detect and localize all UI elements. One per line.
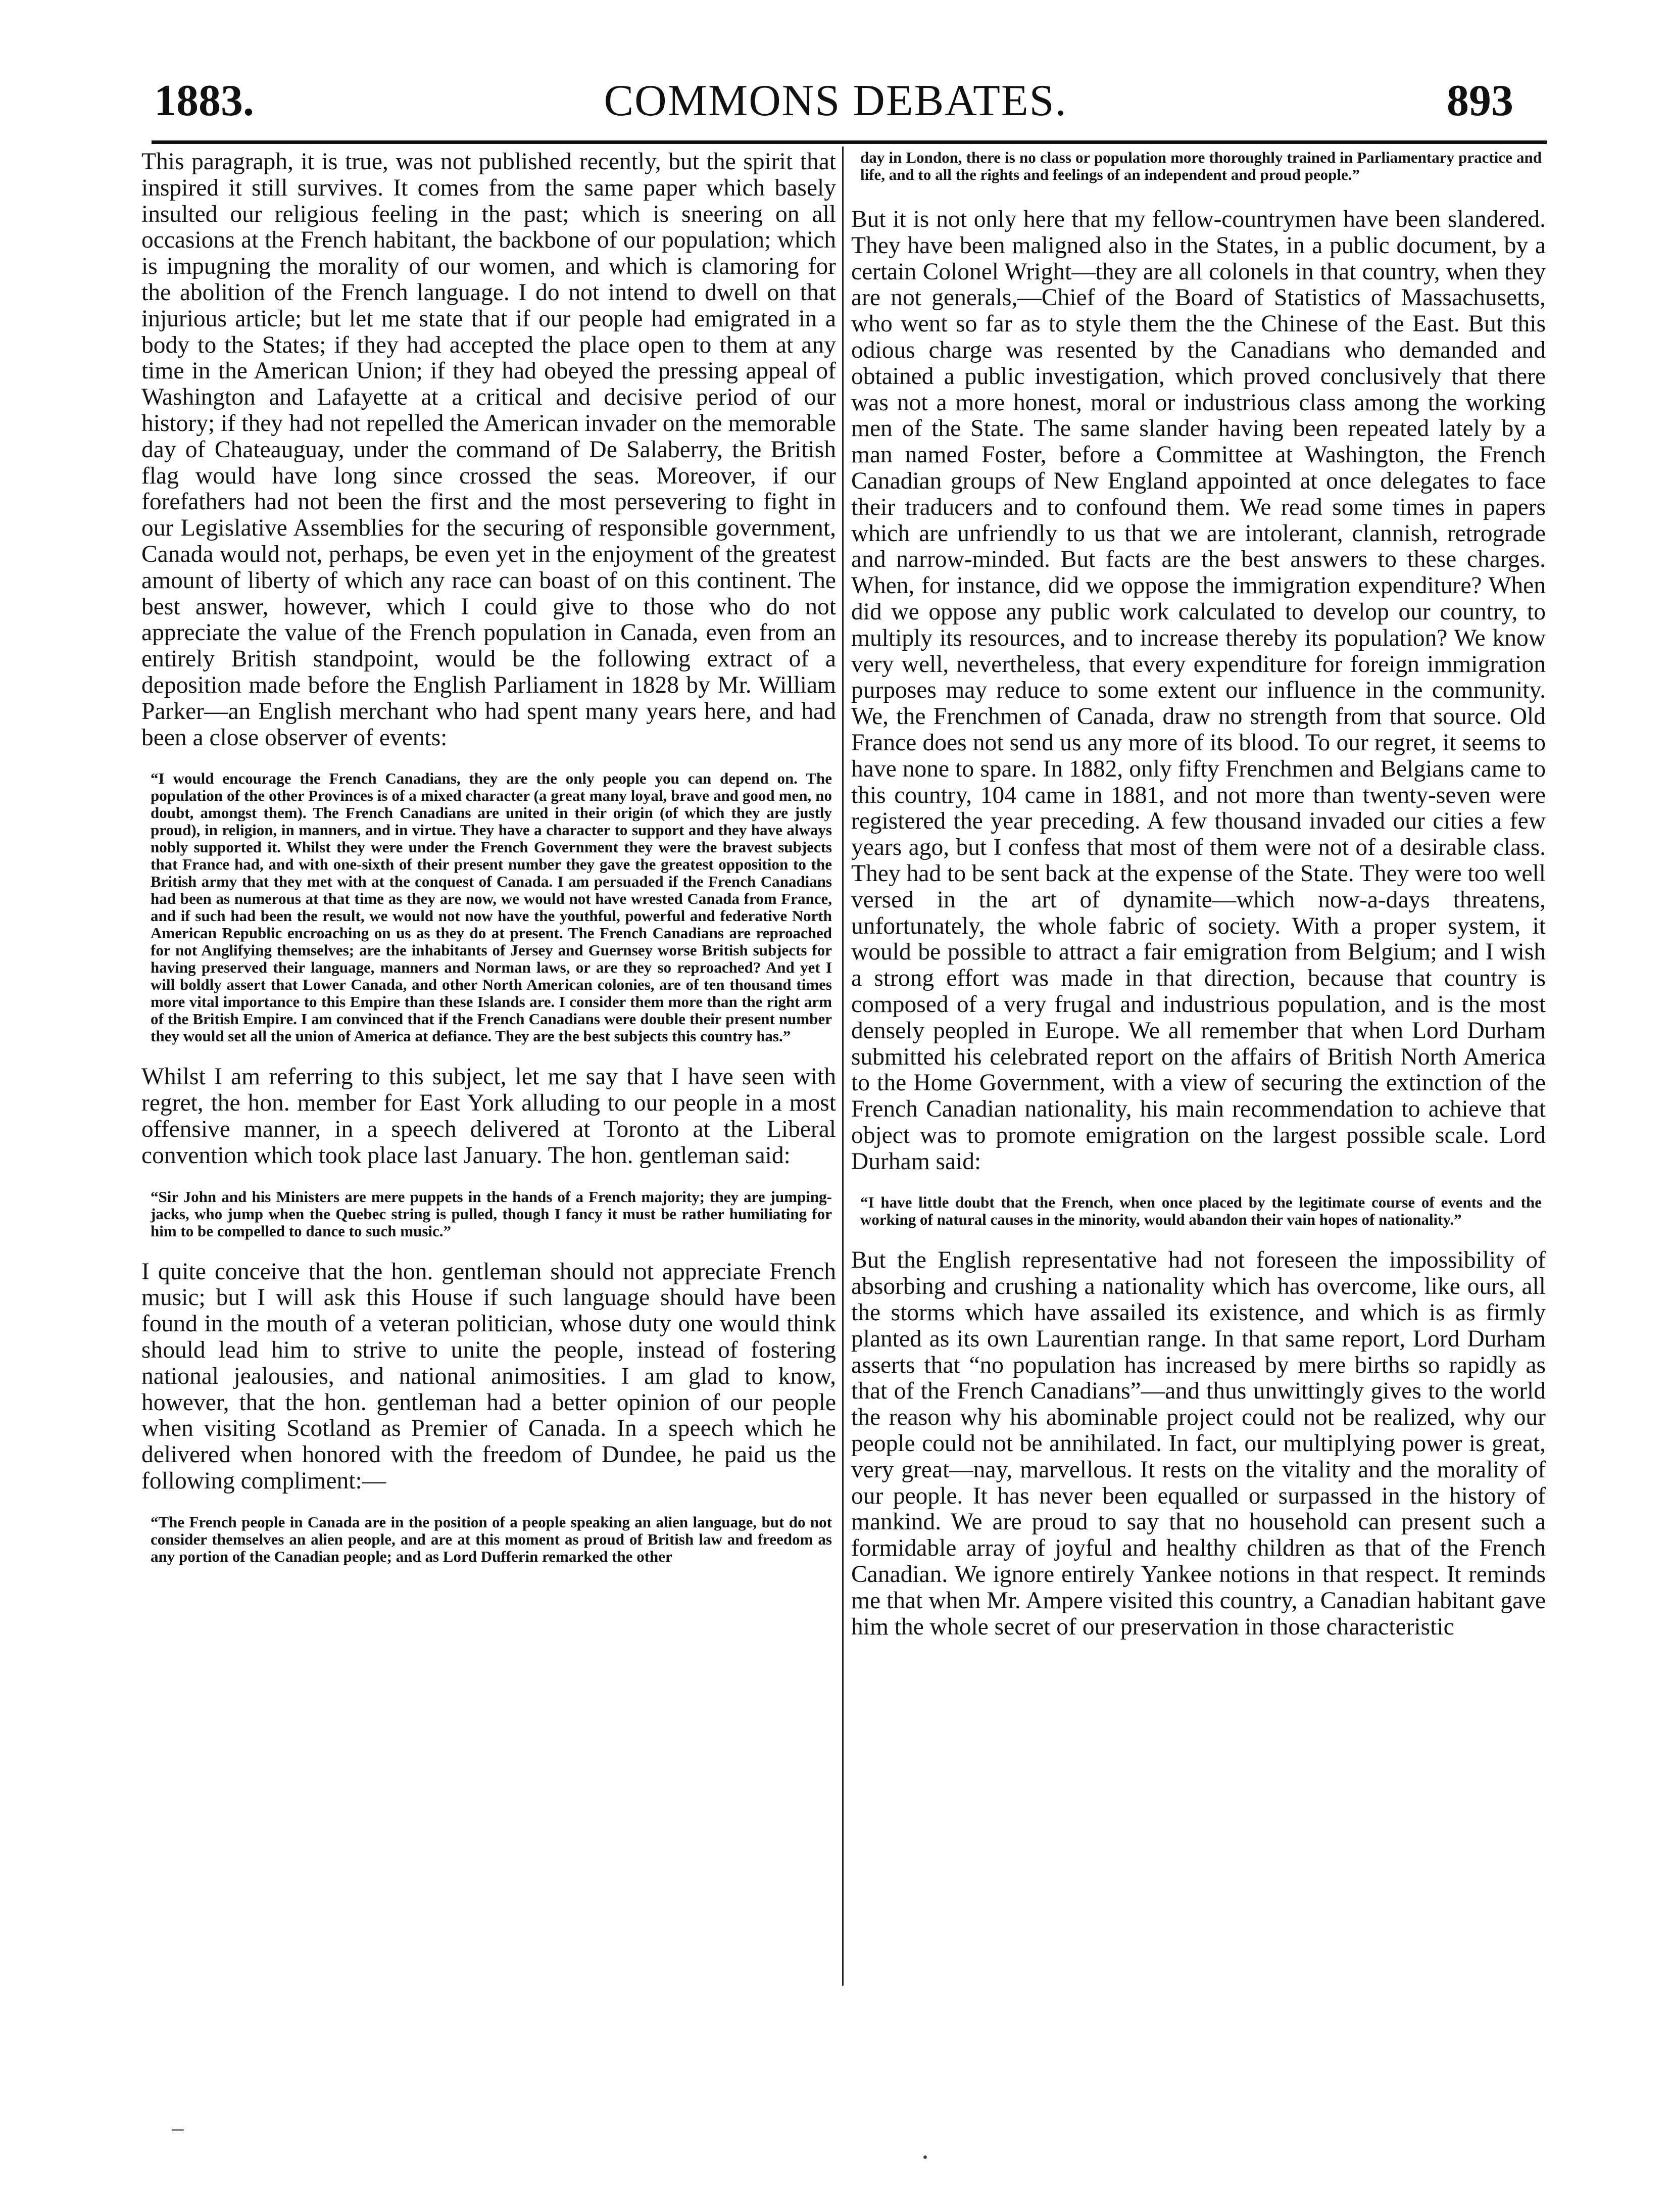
block-quote: “The French people in Canada are in the position of a people speaking an alien language, but do not consider themselves an alien people, and are at this moment as proud of British law and freedom as any portion of the Canadian people; and as Lord Dufferin remarked the other	[151, 1513, 832, 1565]
paragraph: Whilst I am referring to this subject, let me say that I have seen with regret, the hon. member for East York alluding to our people in a most offensive manner, in a speech delivered at Toronto at the Liberal convention which took place last January. The hon. gentleman said:	[141, 1064, 836, 1169]
paragraph: This paragraph, it is true, was not published recently, but the spirit that inspired it still survives. It comes from the same paper which basely insulted our religious feeling in the past; which is sneering on all occasions at the French habitant, the backbone of our population; which is impugning the morality of our women, and which is clamoring for the abolition of the French language. I do not intend to dwell on that injurious article; but let me state that if our people had emigrated in a body to the States; if they had accepted the place open to them at any time in the American Union; if they had obeyed the pressing appeal of Washington and Lafayette at a critical and decisive period of our history; if they had not repelled the American invader on the memorable day of Chateauguay, under the command of De Salaberry, the British flag would have long since crossed the seas. Moreover, if our forefathers had not been the first and the most persevering to fight in our Legislative Assemblies for the securing of responsible government, Canada would not, perhaps, be even yet in the enjoyment of the greatest amount of liberty of which any race can boast of on this continent. The best answer, however, which I could give to those who do not appreciate the value of the French population in Canada, even from an entirely British standpoint, would be the following extract of a deposition made before the English Parliament in 1828 by Mr. William Parker—an English merchant who had spent many years here, and had been a close observer of events:	[141, 149, 836, 751]
left-column	[141, 149, 836, 1988]
print-mark	[172, 2129, 184, 2131]
block-quote: “I would encourage the French Canadians, they are the only people you can depend on. The population of the other Provinces is of a mixed character (a great many loyal, brave and good men, no doubt, amongst them). The French Canadians are united in their origin (of which they are justly proud), in religion, in manners, and in virtue. They have a character to support and they have always nobly supported it. Whilst they were under the French Government they were the bravest subjects that France had, and with one-sixth of their present number they gave the greatest opposition to the British army that they met with at the conquest of Canada. I am persuaded if the French Canadians had been as numerous at that time as they are now, we would not have wrested Canada from France, and if such had been the result, we would not now have the youthful, powerful and federative North American Republic encroaching on us as they do at present. The French Canadians are reproached for not Anglifying themselves; are the inhabitants of Jersey and Guernsey worse British subjects for having preserved their language, manners and Norman laws, or are they so reproached? And yet I will boldly assert that Lower Canada, and other North American colonies, are of ten thousand times more vital importance to this Empire than these Islands are. I consider them more than the right arm of the British Empire. I am convinced that if the French Canadians were double their present number they would set all the union of America at defiance. They are the best subjects this country has.”	[151, 770, 832, 1045]
page-year: 1883.	[154, 76, 254, 125]
header-rule	[152, 140, 1547, 144]
right-column	[851, 149, 1546, 1988]
page-title: COMMONS DEBATES.	[604, 76, 1067, 125]
column-divider	[842, 147, 844, 1986]
block-quote-continued: day in London, there is no class or population more thoroughly trained in Parliamentary practice and life, and to all the rights and feelings of an independent and proud people.”	[860, 149, 1542, 183]
print-dot	[923, 2155, 927, 2159]
paragraph: But the English representative had not foreseen the impossibility of absorbing and crushing a nationality which has overcome, like ours, all the storms which have assailed its existence, and which is as firmly planted as its own Laurentian range. In that same report, Lord Durham asserts that “no population has increased by mere births so rapidly as that of the French Canadians”—and thus unwittingly gives to the world the reason why his abominable project could not be realized, why our people could not be annihilated. In fact, our multiplying power is great, very great—nay, marvellous. It rests on the vitality and the morality of our people. It has never been equalled or surpassed in the history of mankind. We are proud to say that no household can present such a formidable array of joyful and healthy children as that of the French Canadian. We ignore entirely Yankee notions in that respect. It reminds me that when Mr. Ampere visited this country, a Canadian habitant gave him the whole secret of our preservation in those characteristic	[851, 1247, 1546, 1640]
block-quote: “Sir John and his Ministers are mere puppets in the hands of a French majority; they are jumping-jacks, who jump when the Quebec string is pulled, though I fancy it must be rather humiliating for him to be compelled to dance to such music.”	[151, 1187, 832, 1240]
block-quote: “I have little doubt that the French, when once placed by the legitimate course of events and the working of natural causes in the minority, would abandon their vain hopes of nationality.”	[860, 1193, 1542, 1229]
paragraph: I quite conceive that the hon. gentleman should not appreciate French music; but I will ask this House if such language should have been found in the mouth of a veteran politician, whose duty one would think should lead him to strive to unite the people, instead of fostering national jealousies, and national animosities. I am glad to know, however, that the hon. gentleman had a better opinion of our people when visiting Scotland as Premier of Canada. In a speech which he delivered when honored with the freedom of Dundee, he paid us the following compliment:—	[141, 1258, 836, 1494]
page-number: 893	[1447, 76, 1513, 125]
paragraph: But it is not only here that my fellow-countrymen have been slandered. They have been maligned also in the States, in a public document, by a certain Colonel Wright—they are all colonels in that country, when they are not generals,—Chief of the Board of Statistics of Massachusetts, who went so far as to style them the the Chinese of the East. But this odious charge was resented by the Canadians who demanded and obtained a public investigation, which proved conclusively that there was not a more honest, moral or industrious class among the working men of the State. The same slander having been repeated lately by a man named Foster, before a Committee at Washington, the French Canadian groups of New England appointed at once delegates to face their traducers and to confound them. We read some times in papers which are unfriendly to us that we are intolerant, clannish, retrograde and narrow-minded. But facts are the best answers to these charges. When, for instance, did we oppose the immigration expenditure? When did we oppose any public work calculated to develop our country, to multiply its resources, and to increase thereby its population? We know very well, nevertheless, that every expenditure for foreign immigration purposes may reduce to some extent our influence in the community. We, the Frenchmen of Canada, draw no strength from that source. Old France does not send us any more of its blood. To our regret, it seems to have none to spare. In 1882, only fifty Frenchmen and Belgians came to this country, 104 came in 1881, and not more than twenty-seven were registered the year preceding. A few thousand invaded our cities a few years ago, but I confess that most of them were not of a desirable class. They had to be sent back at the expense of the State. They were too well versed in the art of dynamite—which now-a-days threatens, unfortunately, the whole fabric of society. With a proper system, it would be possible to attract a fair emigration from Belgium; and I wish a strong effort was made in that direction, because that country is composed of a very frugal and industrious population, and is the most densely peopled in Europe. We all remember that when Lord Durham submitted his celebrated report on the affairs of British North America to the Home Government, with a view of securing the extinction of the French Canadian nationality, his main recommendation to achieve that object was to promote emigration on the largest possible scale. Lord Durham said:	[851, 206, 1546, 1175]
